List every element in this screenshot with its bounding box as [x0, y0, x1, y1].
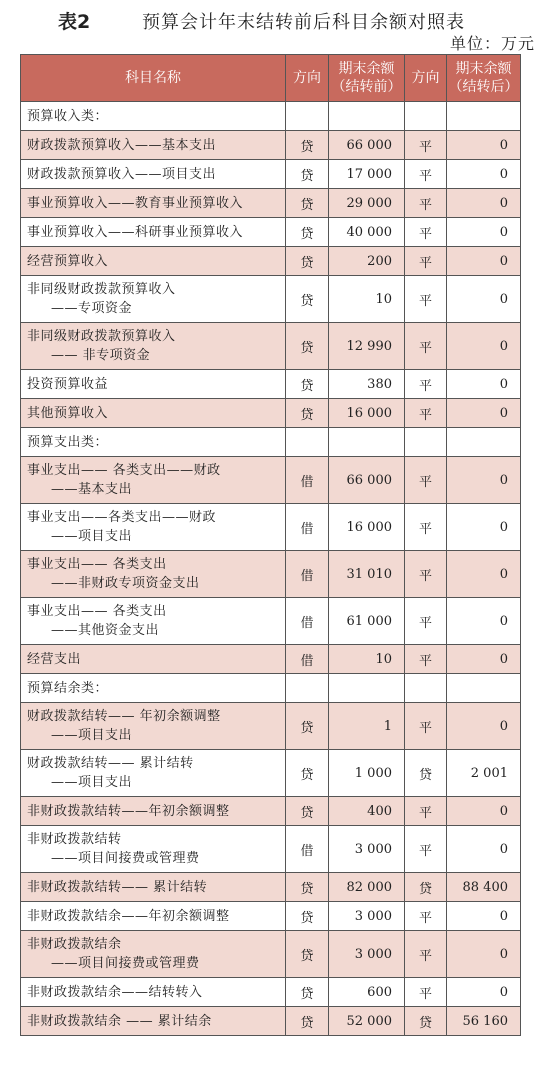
cell-account-name [21, 902, 286, 931]
col-header-balance-before [329, 55, 405, 102]
cell-balance-after: 0 [447, 598, 521, 645]
account-name-line2: ——项目间接费或管理费 [51, 956, 200, 971]
cell-account-name [21, 598, 286, 645]
cell-account-name [21, 703, 286, 750]
col-header-balance-after [447, 55, 521, 102]
cell-direction-after [405, 102, 447, 131]
table-row [21, 247, 521, 276]
cell-balance-after: 0 [447, 218, 521, 247]
cell-balance-after: 0 [447, 247, 521, 276]
cell-balance-before: 3 000 [329, 931, 405, 978]
cell-balance-after: 0 [447, 826, 521, 873]
table-row [21, 504, 521, 551]
unit-label: 单位：万元 [449, 34, 535, 53]
account-name-line1: 经营预算收入 [27, 253, 109, 269]
cell-direction-before: 贷 [286, 797, 329, 826]
cell-direction-before: 借 [286, 826, 329, 873]
cell-account-name [21, 797, 286, 826]
cell-direction-after: 平 [405, 902, 447, 931]
account-name-line1: 事业预算收入——教育事业预算收入 [27, 195, 244, 211]
cell-account-name [21, 102, 286, 131]
cell-account-name [21, 247, 286, 276]
table-row [21, 873, 521, 902]
cell-account-name [21, 323, 286, 370]
cell-balance-before: 17 000 [329, 160, 405, 189]
cell-direction-before: 贷 [286, 750, 329, 797]
cell-direction-after: 平 [405, 598, 447, 645]
table-header-row [21, 55, 521, 102]
cell-direction-before: 贷 [286, 323, 329, 370]
cell-balance-before: 82 000 [329, 873, 405, 902]
cell-balance-before: 600 [329, 978, 405, 1007]
cell-direction-after: 平 [405, 370, 447, 399]
cell-direction-after: 贷 [405, 1007, 447, 1036]
account-name-line2: ——专项资金 [51, 301, 133, 316]
cell-balance-before: 66 000 [329, 457, 405, 504]
account-name-line2: ——基本支出 [51, 482, 133, 497]
cell-balance-after: 0 [447, 902, 521, 931]
cell-direction-before: 贷 [286, 247, 329, 276]
cell-account-name [21, 370, 286, 399]
cell-account-name [21, 276, 286, 323]
cell-balance-before: 10 [329, 276, 405, 323]
cell-balance-before: 200 [329, 247, 405, 276]
cell-balance-after: 0 [447, 399, 521, 428]
cell-direction-before: 贷 [286, 873, 329, 902]
cell-account-name [21, 160, 286, 189]
cell-balance-after: 0 [447, 131, 521, 160]
table-row [21, 551, 521, 598]
table-row [21, 703, 521, 750]
table-row [21, 902, 521, 931]
cell-balance-after: 0 [447, 645, 521, 674]
cell-balance-after: 0 [447, 978, 521, 1007]
table-row [21, 131, 521, 160]
cell-direction-after: 平 [405, 160, 447, 189]
cell-balance-before [329, 674, 405, 703]
cell-account-name [21, 931, 286, 978]
table-row [21, 457, 521, 504]
account-name-line1: 预算收入类： [27, 108, 109, 124]
cell-account-name [21, 504, 286, 551]
table-number: 表2 [58, 11, 91, 33]
account-name-line1: 事业预算收入——科研事业预算收入 [27, 224, 244, 240]
cell-direction-before: 贷 [286, 160, 329, 189]
table-row [21, 370, 521, 399]
table-row [21, 1007, 521, 1036]
account-name-line1: 经营支出 [27, 651, 82, 667]
cell-direction-before: 贷 [286, 978, 329, 1007]
account-name-line1: 非财政拨款结余 —— 累计结余 [27, 1013, 212, 1029]
table-row [21, 276, 521, 323]
col-header-balance-after-line1: 期末余额 [455, 61, 512, 77]
cell-account-name [21, 750, 286, 797]
cell-direction-after: 平 [405, 323, 447, 370]
cell-direction-before: 贷 [286, 276, 329, 323]
col-header-direction-after: 方向 [405, 55, 447, 102]
account-name-line1: 其他预算收入 [27, 405, 109, 421]
cell-balance-after: 0 [447, 457, 521, 504]
cell-direction-before [286, 428, 329, 457]
account-name-line1: 非同级财政拨款预算收入 [27, 282, 176, 297]
cell-direction-after: 平 [405, 703, 447, 750]
cell-direction-before: 借 [286, 551, 329, 598]
cell-account-name [21, 645, 286, 674]
cell-direction-after: 平 [405, 247, 447, 276]
account-name-line1: 预算支出类： [27, 434, 109, 450]
cell-account-name [21, 674, 286, 703]
cell-account-name [21, 873, 286, 902]
col-header-direction-before: 方向 [286, 55, 329, 102]
cell-balance-before: 16 000 [329, 399, 405, 428]
cell-balance-before [329, 102, 405, 131]
cell-balance-after: 0 [447, 160, 521, 189]
table-row [21, 978, 521, 1007]
account-name-line1: 非同级财政拨款预算收入 [27, 329, 176, 344]
cell-direction-after: 平 [405, 504, 447, 551]
cell-balance-before: 1 000 [329, 750, 405, 797]
cell-direction-after: 平 [405, 276, 447, 323]
account-name-line1: 非财政拨款结转 [27, 832, 122, 847]
cell-account-name [21, 826, 286, 873]
cell-direction-after: 平 [405, 399, 447, 428]
account-name-line1: 事业支出—— 各类支出——财政 [27, 463, 221, 478]
cell-direction-before: 借 [286, 645, 329, 674]
cell-direction-after [405, 428, 447, 457]
cell-balance-before: 12 990 [329, 323, 405, 370]
account-name-line1: 非财政拨款结余 [27, 937, 122, 952]
cell-balance-before [329, 428, 405, 457]
table-row [21, 645, 521, 674]
table-row [21, 189, 521, 218]
table-row [21, 750, 521, 797]
cell-balance-after: 0 [447, 504, 521, 551]
cell-direction-after: 平 [405, 931, 447, 978]
cell-direction-after: 平 [405, 551, 447, 598]
cell-direction-before: 贷 [286, 131, 329, 160]
cell-balance-after: 0 [447, 797, 521, 826]
cell-balance-after: 2 001 [447, 750, 521, 797]
col-header-balance-before-line2: （结转前） [331, 79, 402, 95]
account-name-line1: 事业支出—— 各类支出 [27, 557, 167, 572]
cell-account-name [21, 399, 286, 428]
cell-direction-after: 贷 [405, 873, 447, 902]
cell-direction-before: 借 [286, 598, 329, 645]
account-name-line2: ——项目间接费或管理费 [51, 851, 200, 866]
cell-balance-after: 0 [447, 323, 521, 370]
table-row [21, 428, 521, 457]
cell-balance-before: 16 000 [329, 504, 405, 551]
account-name-line2: ——项目支出 [51, 529, 133, 544]
title-row [20, 5, 535, 31]
account-name-line1: 非财政拨款结转——年初余额调整 [27, 803, 230, 819]
cell-balance-after [447, 674, 521, 703]
cell-account-name [21, 428, 286, 457]
cell-account-name [21, 457, 286, 504]
account-name-line1: 预算结余类： [27, 680, 109, 696]
cell-balance-before: 3 000 [329, 826, 405, 873]
cell-balance-before: 31 010 [329, 551, 405, 598]
account-name-line1: 投资预算收益 [27, 376, 109, 392]
cell-direction-after: 平 [405, 797, 447, 826]
account-name-line1: 非财政拨款结余——结转转入 [27, 984, 203, 1000]
account-name-line2: ——其他资金支出 [51, 623, 160, 638]
col-header-balance-after-line2: （结转后） [448, 79, 519, 95]
table-row [21, 797, 521, 826]
account-name-line2: ——项目支出 [51, 728, 133, 743]
cell-balance-after: 0 [447, 931, 521, 978]
table-row [21, 399, 521, 428]
cell-direction-before: 贷 [286, 370, 329, 399]
table-body [21, 102, 521, 1036]
cell-direction-after: 平 [405, 131, 447, 160]
cell-account-name [21, 551, 286, 598]
account-name-line1: 非财政拨款结余——年初余额调整 [27, 908, 230, 924]
cell-direction-before: 贷 [286, 703, 329, 750]
cell-balance-before: 61 000 [329, 598, 405, 645]
cell-balance-before: 66 000 [329, 131, 405, 160]
account-name-line1: 事业支出——各类支出——财政 [27, 510, 217, 525]
cell-direction-after: 平 [405, 978, 447, 1007]
cell-balance-after: 0 [447, 370, 521, 399]
cell-balance-after: 56 160 [447, 1007, 521, 1036]
cell-balance-after: 88 400 [447, 873, 521, 902]
cell-balance-before: 380 [329, 370, 405, 399]
cell-balance-after: 0 [447, 189, 521, 218]
cell-direction-before: 贷 [286, 189, 329, 218]
table-title: 预算会计年末结转前后科目余额对照表 [142, 12, 465, 33]
table-row [21, 160, 521, 189]
cell-direction-before: 贷 [286, 218, 329, 247]
table-row [21, 931, 521, 978]
cell-direction-before: 借 [286, 457, 329, 504]
table-row [21, 674, 521, 703]
table-row [21, 323, 521, 370]
cell-account-name [21, 978, 286, 1007]
cell-direction-after: 平 [405, 457, 447, 504]
cell-direction-before: 贷 [286, 902, 329, 931]
cell-balance-after: 0 [447, 703, 521, 750]
cell-direction-before: 贷 [286, 931, 329, 978]
cell-balance-before: 1 [329, 703, 405, 750]
cell-account-name [21, 131, 286, 160]
cell-balance-before: 10 [329, 645, 405, 674]
balance-table [20, 54, 521, 1036]
cell-balance-after: 0 [447, 276, 521, 323]
cell-balance-before: 400 [329, 797, 405, 826]
cell-direction-after: 平 [405, 826, 447, 873]
table-row [21, 102, 521, 131]
cell-direction-before [286, 674, 329, 703]
cell-direction-after: 平 [405, 218, 447, 247]
account-name-line1: 财政拨款预算收入——项目支出 [27, 166, 217, 182]
table-row [21, 218, 521, 247]
cell-direction-before: 贷 [286, 1007, 329, 1036]
cell-balance-after: 0 [447, 551, 521, 598]
account-name-line1: 事业支出—— 各类支出 [27, 604, 167, 619]
cell-direction-after: 贷 [405, 750, 447, 797]
cell-direction-before: 借 [286, 504, 329, 551]
account-name-line1: 财政拨款预算收入——基本支出 [27, 137, 217, 153]
cell-direction-before [286, 102, 329, 131]
cell-account-name [21, 1007, 286, 1036]
col-header-balance-before-line1: 期末余额 [338, 61, 395, 77]
table-row [21, 598, 521, 645]
cell-balance-after [447, 102, 521, 131]
table-row [21, 826, 521, 873]
cell-direction-after: 平 [405, 645, 447, 674]
cell-account-name [21, 189, 286, 218]
cell-balance-before: 40 000 [329, 218, 405, 247]
cell-balance-before: 29 000 [329, 189, 405, 218]
account-name-line1: 财政拨款结转—— 年初余额调整 [27, 709, 221, 724]
account-name-line1: 非财政拨款结转—— 累计结转 [27, 879, 208, 895]
account-name-line2: —— 非专项资金 [51, 348, 151, 363]
account-name-line2: ——项目支出 [51, 775, 133, 790]
account-name-line2: ——非财政专项资金支出 [51, 576, 200, 591]
account-name-line1: 财政拨款结转—— 累计结转 [27, 756, 194, 771]
cell-balance-after [447, 428, 521, 457]
cell-balance-before: 52 000 [329, 1007, 405, 1036]
cell-direction-before: 贷 [286, 399, 329, 428]
col-header-name: 科目名称 [21, 55, 286, 102]
cell-balance-before: 3 000 [329, 902, 405, 931]
cell-direction-after [405, 674, 447, 703]
cell-account-name [21, 218, 286, 247]
cell-direction-after: 平 [405, 189, 447, 218]
